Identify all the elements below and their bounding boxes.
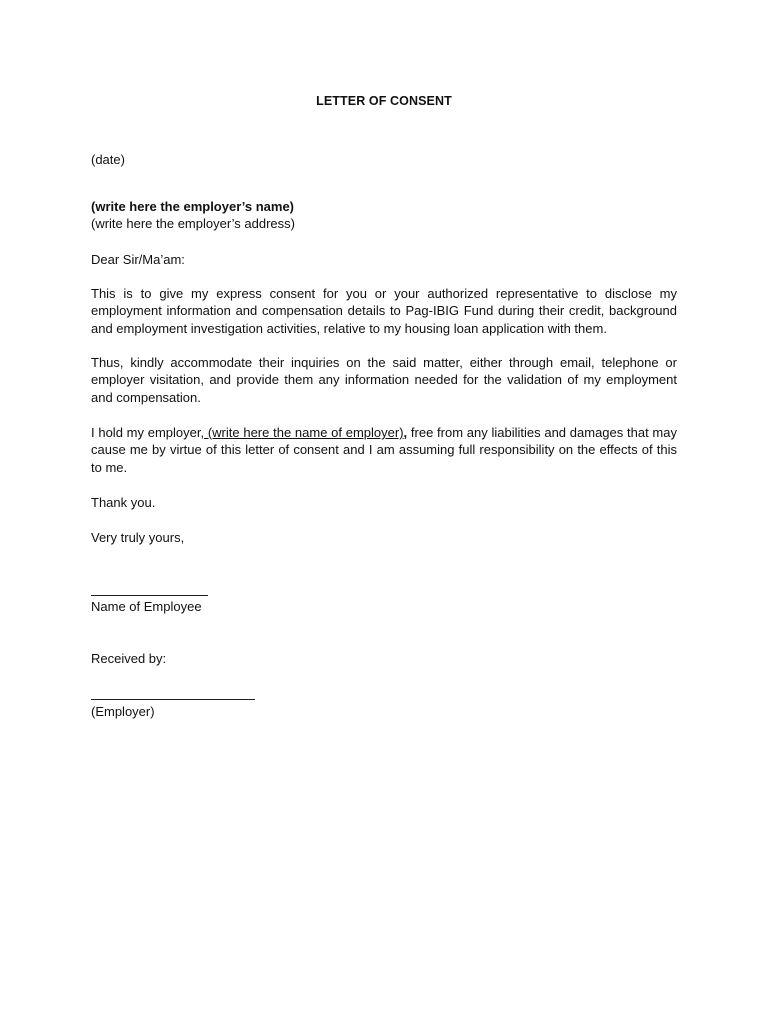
thank-you: Thank you. [91, 495, 156, 510]
paragraph-accommodate: Thus, kindly accommodate their inquiries on the said matter, either through email, telephone or employer visitation, and provide them any information needed for the validation of my employment and compensation. [91, 355, 677, 405]
employer-name-placeholder: (write here the employer’s name) [91, 199, 295, 214]
liability-suffix: free from any liabilities and damages that may cause me by virtue of this letter of consent and I am assuming full responsibility on the effects of this to me. [91, 425, 677, 475]
salutation: Dear Sir/Ma’am: [91, 252, 185, 267]
date-placeholder: (date) [91, 152, 125, 167]
letter-title: LETTER OF CONSENT [316, 94, 452, 108]
employer-signature-line [91, 699, 255, 700]
employer-name-blank: (write here the name of employer) [204, 425, 404, 440]
liability-comma: , [403, 425, 408, 440]
paragraph-consent: This is to give my express consent for you or your authorized representative to disclose my employment information and compensation details to Pag-IBIG Fund during their credit, background and employment investigation activities, relative to my housing loan application with them. [91, 286, 677, 336]
employee-signature-line [91, 595, 208, 596]
received-by: Received by: [91, 651, 167, 666]
employee-label: Name of Employee [91, 599, 202, 614]
liability-prefix: I hold my employer, [91, 425, 205, 440]
closing: Very truly yours, [91, 530, 185, 545]
employer-label: (Employer) [91, 704, 155, 719]
employer-address-placeholder: (write here the employer’s address) [91, 216, 295, 231]
paragraph-liability [91, 424, 677, 476]
